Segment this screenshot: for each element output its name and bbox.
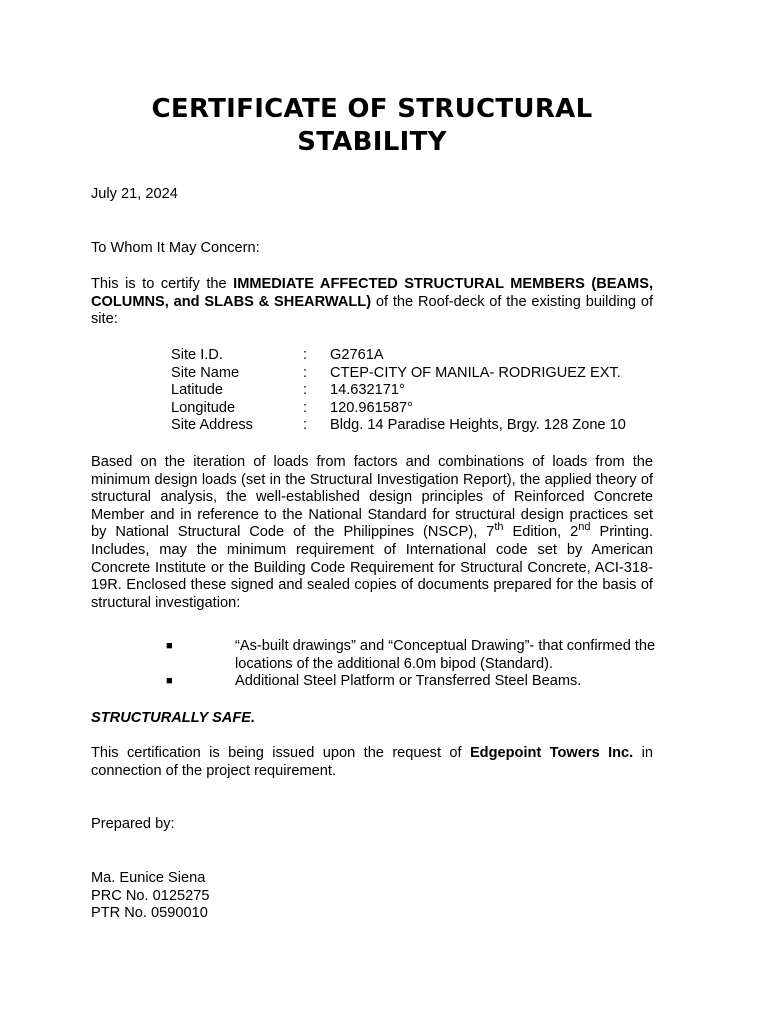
square-bullet-icon: ■ [166, 640, 173, 652]
prepared-by-label: Prepared by: [91, 816, 175, 832]
document-title: CERTIFICATE OF STRUCTURAL STABILITY [151, 94, 593, 157]
site-label: Site I.D. [171, 347, 223, 363]
signatory-block [91, 870, 653, 923]
document-date: July 21, 2024 [91, 186, 178, 202]
list-item [166, 673, 656, 691]
request-suffix: in connection of the project requirement. [91, 745, 653, 779]
site-colon: : [303, 399, 308, 416]
site-label: Site Name [171, 364, 240, 381]
basis-text-part3: Printing. Includes, may the minimum requirement of International code set by American Concrete Institute or the Building Code Requirement for Structural Concrete, ACI-318-19R. Enclosed these signed and sealed copies of documents prepared for the basis of structural investigation: [91, 524, 654, 611]
list-item-text: Additional Steel Platform or Transferred Steel Beams. [235, 673, 582, 690]
site-value: 120.961587° [330, 399, 413, 416]
site-row-id [171, 347, 661, 365]
intro-paragraph [91, 276, 653, 329]
square-bullet-icon: ■ [166, 675, 173, 688]
documents-list [166, 638, 656, 691]
site-row-longitude [171, 400, 661, 418]
site-value: 14.632171° [330, 382, 405, 399]
site-colon: : [303, 382, 308, 399]
site-value: G2761A [330, 347, 384, 363]
site-label: Longitude [171, 399, 236, 416]
site-value: CTEP-CITY OF MANILA- RODRIGUEZ EXT. [330, 364, 621, 381]
site-row-latitude [171, 382, 661, 400]
site-row-address [171, 417, 661, 435]
intro-prefix: This is to certify the [91, 276, 234, 292]
intro-bold-members: IMMEDIATE AFFECTED STRUCTURAL MEMBERS (BEAMS, COLUMNS, and SLABS & SHEARWALL) [91, 276, 654, 310]
site-label: Latitude [171, 382, 223, 399]
requesting-company: Edgepoint Towers Inc. [469, 745, 634, 761]
list-item [166, 638, 656, 673]
site-value: Bldg. 14 Paradise Heights, Brgy. 128 Zone 10 [330, 417, 626, 434]
site-label: Site Address [171, 417, 253, 434]
salutation: To Whom It May Concern: [91, 240, 260, 256]
site-details-table [171, 347, 661, 435]
site-colon: : [303, 347, 308, 363]
signatory-ptr-number: PTR No. 0590010 [91, 905, 208, 922]
list-item-text: “As-built drawings” and “Conceptual Drawing”- that confirmed the locations of the additional 6.0m bipod (Standard). [235, 638, 656, 672]
site-row-name [171, 365, 661, 383]
basis-text-part2: Edition, 2 [503, 524, 579, 541]
site-colon: : [303, 364, 308, 381]
request-paragraph [91, 745, 653, 780]
superscript-nd: nd [578, 521, 591, 534]
basis-paragraph [91, 454, 653, 612]
signatory-name: Ma. Eunice Siena [91, 870, 206, 886]
request-prefix: This certification is being issued upon the request of [91, 745, 470, 761]
signatory-prc-number: PRC No. 0125275 [91, 887, 210, 904]
site-colon: : [303, 417, 308, 434]
basis-text-part1: Based on the iteration of loads from factors and combinations of loads from the minimum design loads (set in the Structural Investigation Report), the applied theory of structural analysis, the well-established design principles of Reinforced Concrete Member and in reference to the National Standard for structural design practices set by National Structural Code of the Philippines (NSCP), 7 [91, 454, 653, 541]
conclusion-statement: STRUCTURALLY SAFE. [91, 710, 256, 726]
intro-suffix: of the Roof-deck of the existing building of site: [91, 293, 653, 328]
superscript-th: th [494, 521, 504, 534]
